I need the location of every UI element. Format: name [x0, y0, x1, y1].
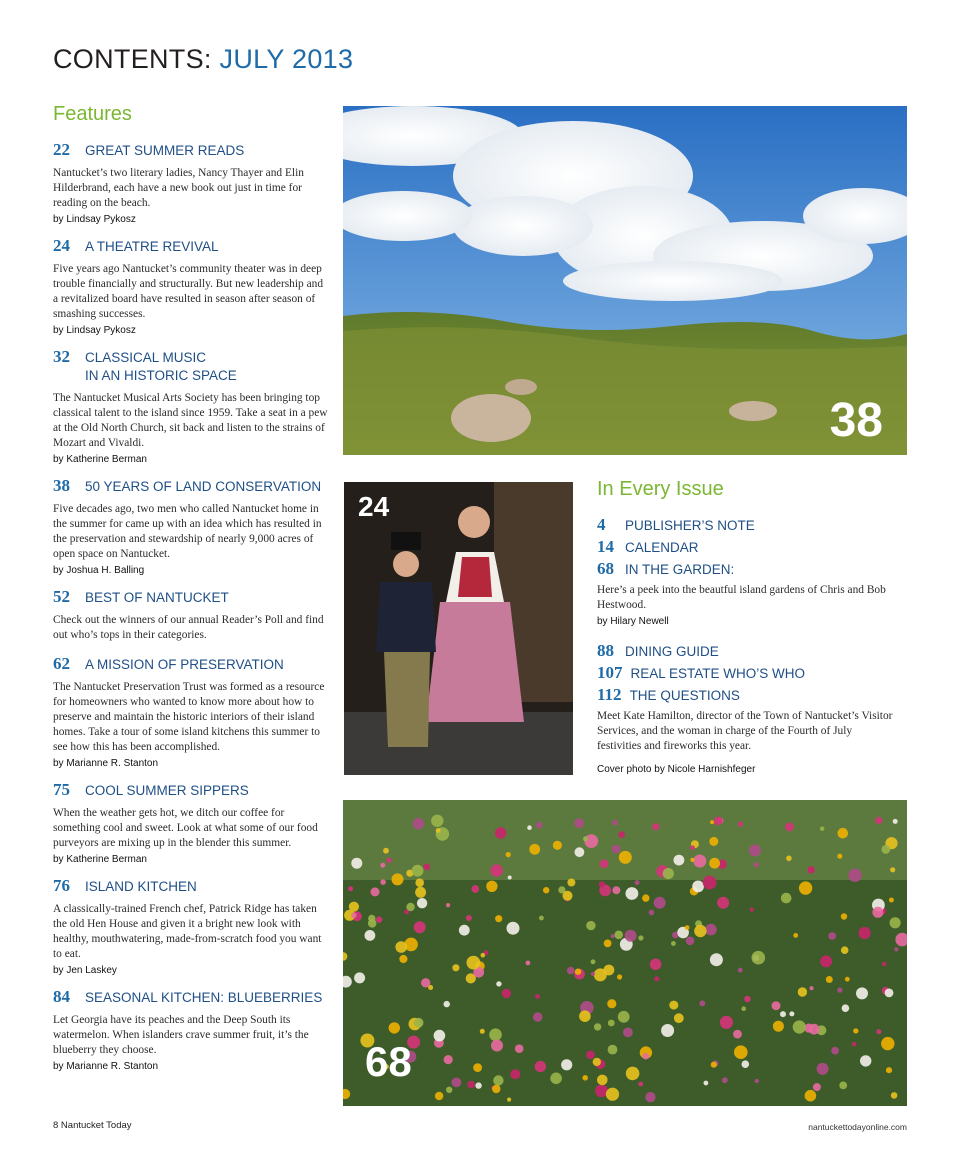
feature-title[interactable]: ISLAND KITCHEN: [85, 879, 197, 894]
every-issue-title[interactable]: IN THE GARDEN:: [625, 562, 735, 577]
every-issue-title[interactable]: DINING GUIDE: [625, 644, 719, 659]
page-title-month: JULY 2013: [219, 44, 354, 74]
feature-article-head: [53, 987, 328, 1007]
feature-description: Five years ago Nantucket’s community theater was in deep trouble financially and structurally. But new leadership and a revitalized board have resulted in season after season of smashing successes.: [53, 263, 324, 320]
every-issue-title[interactable]: CALENDAR: [625, 540, 699, 555]
garden-photo: [343, 800, 907, 1106]
feature-article[interactable]: [53, 476, 328, 576]
feature-article-head: [53, 587, 328, 607]
feature-byline: by Lindsay Pykosz: [53, 325, 136, 336]
every-issue-page-number: 4: [597, 515, 606, 534]
every-issue-item[interactable]: [597, 559, 897, 579]
page-title-lead: CONTENTS:: [53, 44, 220, 74]
feature-byline: by Katherine Berman: [53, 454, 147, 465]
feature-page-number: 76: [53, 876, 70, 895]
feature-title[interactable]: 50 YEARS OF LAND CONSERVATION: [85, 479, 322, 494]
theatre-illustration: [344, 482, 573, 775]
feature-article[interactable]: [53, 876, 328, 976]
theatre-badge: 24: [358, 491, 390, 522]
feature-page-number: 52: [53, 587, 70, 606]
feature-description: Nantucket’s two literary ladies, Nancy Thayer and Elin Hilderbrand, each have a new book out just in time for reading on the beach.: [53, 167, 304, 209]
every-issue-group-1: [597, 515, 897, 579]
feature-article[interactable]: [53, 347, 328, 465]
feature-article-head: [53, 876, 328, 896]
every-issue-page-number: 112: [597, 685, 622, 704]
feature-title[interactable]: A THEATRE REVIVAL: [85, 239, 219, 254]
footer-website: nantuckettodayonline.com: [808, 1122, 907, 1132]
feature-article[interactable]: [53, 236, 328, 336]
every-issue-title[interactable]: PUBLISHER’S NOTE: [625, 518, 755, 533]
feature-description: Five decades ago, two men who called Nantucket home in the summer for came up with an idea which has resulted in the preservation and stewardship of nearly 9,000 acres of open space on Nantucket.: [53, 503, 322, 560]
feature-description: The Nantucket Musical Arts Society has been bringing top classical talent to the island since 1959. Take a seat in a pew at the Old North Church, sit back and listen to the strains of Mozart and Vivaldi.: [53, 392, 328, 449]
feature-title[interactable]: CLASSICAL MUSIC IN AN HISTORIC SPACE: [85, 350, 237, 383]
feature-title[interactable]: GREAT SUMMER READS: [85, 143, 245, 158]
every-issue-page-number: 14: [597, 537, 614, 556]
feature-title[interactable]: BEST OF NANTUCKET: [85, 590, 229, 605]
landscape-photo: [343, 106, 907, 455]
feature-title[interactable]: SEASONAL KITCHEN: BLUEBERRIES: [85, 990, 323, 1005]
cover-credit: Cover photo by Nicole Harnishfeger: [597, 764, 756, 775]
feature-byline: by Joshua H. Balling: [53, 565, 145, 576]
feature-title[interactable]: COOL SUMMER SIPPERS: [85, 783, 249, 798]
footer-page-folio: 8 Nantucket Today: [53, 1120, 132, 1131]
every-issue-page-number: 68: [597, 559, 614, 578]
feature-article[interactable]: [53, 140, 328, 225]
every-issue-group-2: [597, 641, 897, 705]
page-title: [53, 44, 353, 75]
garden-badge: 68: [365, 1038, 412, 1085]
feature-article-head: [53, 347, 328, 385]
garden-illustration: [343, 800, 907, 1106]
theatre-photo: [344, 482, 573, 775]
feature-article[interactable]: [53, 987, 328, 1072]
feature-byline: by Katherine Berman: [53, 854, 147, 865]
every-issue-item[interactable]: [597, 685, 897, 705]
every-issue-heading: In Every Issue: [597, 478, 724, 500]
every-issue-item[interactable]: [597, 537, 897, 557]
feature-article-head: [53, 140, 328, 160]
features-heading: Features: [53, 103, 132, 125]
every-issue-page-number: 88: [597, 641, 614, 660]
feature-article-head: [53, 654, 328, 674]
every-issue-page-number: 107: [597, 663, 623, 682]
every-issue-column: [597, 478, 897, 775]
feature-article-head: [53, 476, 328, 496]
every-issue-item[interactable]: [597, 663, 897, 683]
feature-article-head: [53, 236, 328, 256]
feature-byline: by Lindsay Pykosz: [53, 214, 136, 225]
features-column: [53, 103, 328, 1083]
feature-description: A classically-trained French chef, Patrick Ridge has taken the old Hen House and given it a bright new look with healthy, mouthwatering, made-from-scratch food you want to eat.: [53, 903, 322, 960]
feature-byline: by Marianne R. Stanton: [53, 1061, 159, 1072]
features-list: [53, 140, 328, 1072]
feature-page-number: 22: [53, 140, 70, 159]
every-issue-item[interactable]: [597, 515, 897, 535]
feature-description: The Nantucket Preservation Trust was formed as a resource for homeowners who wanted to know more about how to preserve and maintain the historic interiors of their island homes. Take a tour of some island kitchens this summer to see how this has been accomplished.: [53, 681, 325, 753]
feature-page-number: 32: [53, 347, 70, 366]
feature-page-number: 24: [53, 236, 70, 255]
every-issue-title[interactable]: REAL ESTATE WHO’S WHO: [630, 666, 806, 681]
feature-article[interactable]: [53, 654, 328, 769]
garden-description: Here’s a peek into the beautful island gardens of Chris and Bob Hestwood.: [597, 584, 886, 611]
every-issue-title[interactable]: THE QUESTIONS: [629, 688, 740, 703]
feature-byline: by Jen Laskey: [53, 965, 117, 976]
feature-description: Check out the winners of our annual Reader’s Poll and find out who’s tops in their categories.: [53, 614, 324, 641]
feature-article[interactable]: [53, 587, 328, 643]
feature-description: When the weather gets hot, we ditch our coffee for something cool and sweet. Look at what some of our food purveyors are mixing up in the blender this summer.: [53, 807, 318, 849]
feature-page-number: 38: [53, 476, 70, 495]
feature-article[interactable]: [53, 780, 328, 865]
landscape-badge: 38: [829, 394, 883, 447]
feature-description: Let Georgia have its peaches and the Deep South its watermelon. When islanders crave summer fruit, it’s the blueberry they choose.: [53, 1014, 309, 1056]
feature-page-number: 84: [53, 987, 70, 1006]
feature-byline: by Marianne R. Stanton: [53, 758, 159, 769]
every-issue-item[interactable]: [597, 641, 897, 661]
feature-article-head: [53, 780, 328, 800]
feature-page-number: 62: [53, 654, 70, 673]
feature-title[interactable]: A MISSION OF PRESERVATION: [85, 657, 284, 672]
landscape-illustration: [343, 106, 907, 455]
questions-description: Meet Kate Hamilton, director of the Town of Nantucket’s Visitor Services, and the woman in charge of the Fourth of July festivities and fireworks this year.: [597, 710, 893, 752]
garden-byline: by Hilary Newell: [597, 616, 669, 627]
feature-page-number: 75: [53, 780, 70, 799]
